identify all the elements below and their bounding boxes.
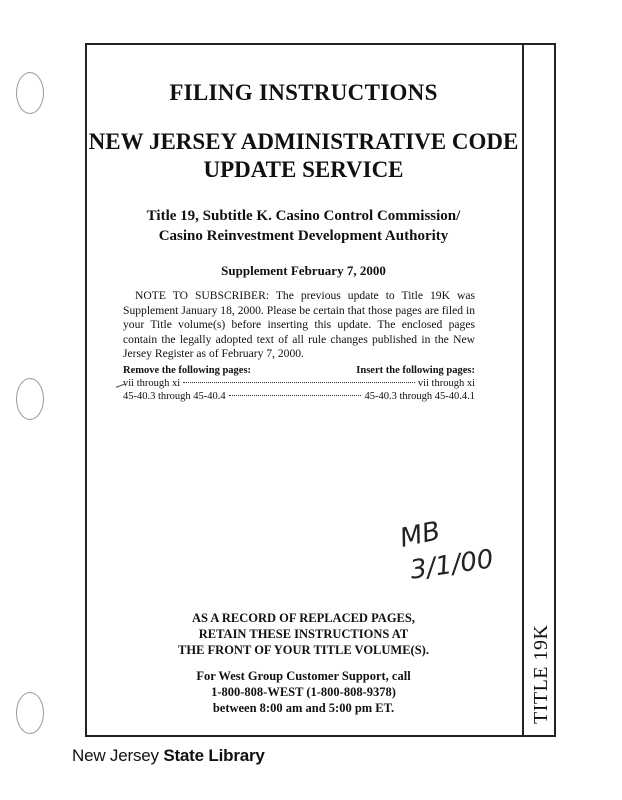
remove-pages-value: vii through xi	[123, 378, 181, 389]
supplement-date: Supplement February 7, 2000	[221, 263, 386, 278]
customer-support	[85, 668, 522, 716]
library-stamp	[72, 746, 265, 766]
punch-hole-bottom	[16, 692, 44, 734]
page-row	[123, 378, 475, 389]
punch-hole-top	[16, 72, 44, 114]
library-stamp-part1: New Jersey	[72, 746, 164, 765]
insert-pages-header: Insert the following pages:	[356, 365, 475, 376]
record-line2: RETAIN THESE INSTRUCTIONS AT	[198, 627, 409, 641]
code-heading-line2: UPDATE SERVICE	[203, 157, 404, 182]
record-line3: THE FRONT OF YOUR TITLE VOLUME(S).	[178, 643, 429, 657]
page-row	[123, 391, 475, 402]
subscriber-note: NOTE TO SUBSCRIBER: The previous update to Title 19K was Supplement January 18, 2000. Please be certain that those pages are filed in your Title volume(s) before inserting this update. The enclosed pages contain the legally adopted text of all rule changes published in the New Jersey Register as of February 7, 2000.	[123, 289, 475, 360]
title-tab-label: TITLE 19K	[530, 624, 552, 724]
leader-dots	[183, 382, 415, 383]
subtitle-line1: Title 19, Subtitle K. Casino Control Commission/	[146, 208, 461, 224]
insert-pages-value: 45-40.3 through 45-40.4.1	[364, 391, 475, 402]
support-line1: For West Group Customer Support, call	[196, 669, 411, 683]
remove-pages-header: Remove the following pages:	[123, 365, 252, 376]
handwritten-date: 3/1/00	[408, 544, 496, 586]
support-line2: 1-800-808-WEST (1-800-808-9378)	[211, 685, 396, 699]
support-line3: between 8:00 am and 5:00 pm ET.	[212, 701, 395, 715]
handwritten-initials: MB	[397, 516, 443, 554]
page-title: FILING INSTRUCTIONS	[169, 80, 438, 105]
record-instructions	[85, 610, 522, 658]
title-subtitle	[85, 206, 522, 246]
code-heading	[85, 128, 522, 184]
record-line1: AS A RECORD OF REPLACED PAGES,	[192, 611, 415, 625]
code-heading-line1: NEW JERSEY ADMINISTRATIVE CODE	[88, 129, 519, 154]
library-stamp-part2: State Library	[163, 746, 265, 765]
subtitle-line2: Casino Reinvestment Development Authority	[158, 228, 449, 244]
leader-dots	[229, 395, 362, 396]
remove-pages-value: 45-40.3 through 45-40.4	[123, 391, 226, 402]
punch-hole-middle	[16, 378, 44, 420]
insert-pages-value: vii through xi	[417, 378, 475, 389]
